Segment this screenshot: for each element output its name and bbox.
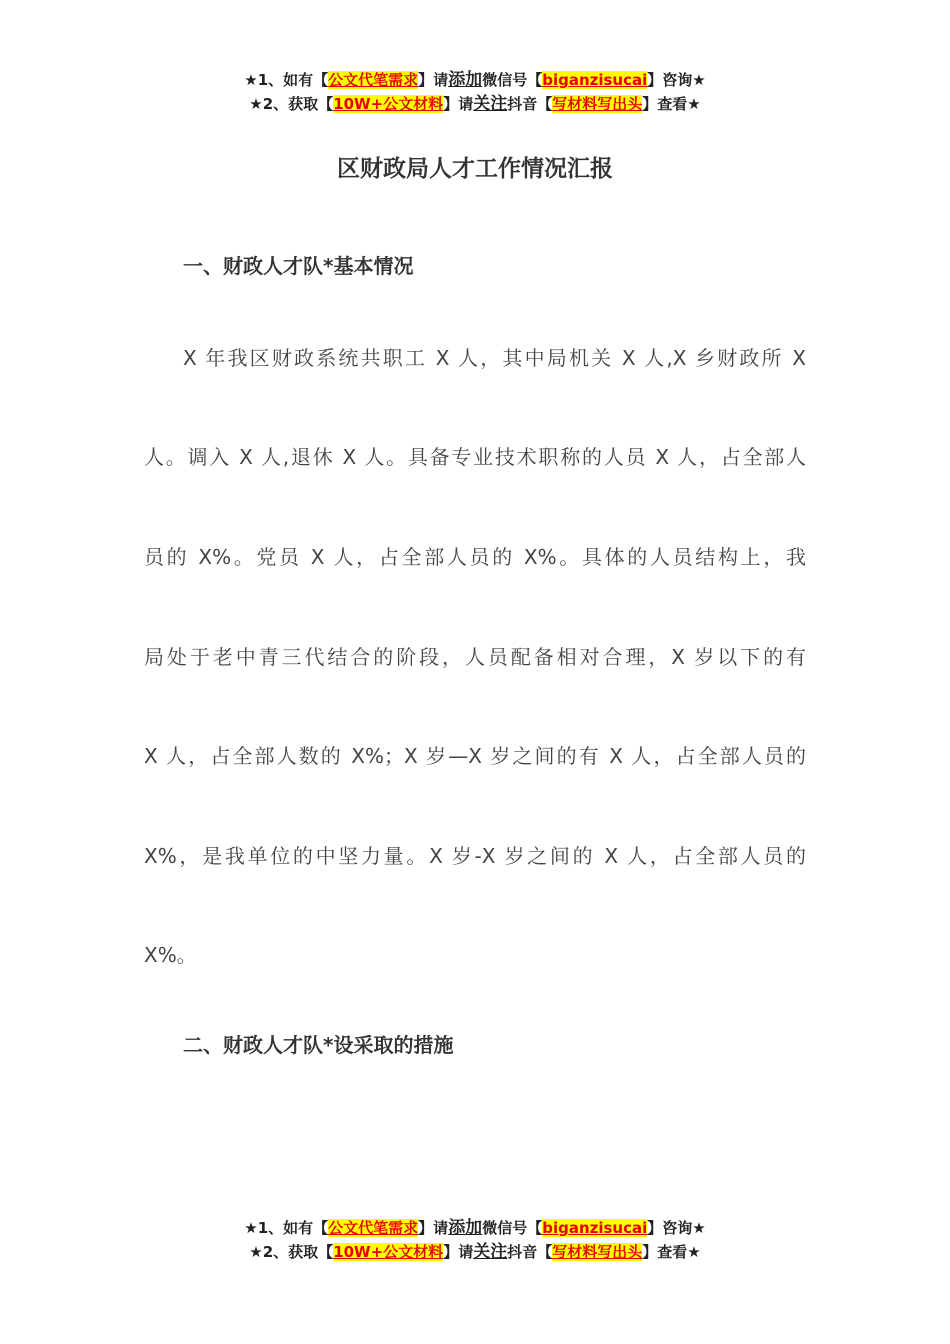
banner-emphasis: 关注 bbox=[473, 1242, 508, 1262]
banner-text: 抖音【 bbox=[507, 95, 553, 113]
banner-text: 微信号【 bbox=[482, 71, 543, 89]
banner-highlight: 10W+公文材料 bbox=[333, 1243, 444, 1261]
banner-text: 抖音【 bbox=[507, 1243, 553, 1261]
banner-text: ★1、如有【 bbox=[244, 1219, 329, 1237]
banner-text: ★1、如有【 bbox=[244, 71, 329, 89]
banner-text: 】请 bbox=[443, 95, 474, 113]
paragraph-line: X%，是我单位的中坚力量。X 岁-X 岁之间的 X 人，占全部人员的 bbox=[144, 844, 806, 868]
banner-emphasis: 添加 bbox=[448, 1218, 483, 1238]
section-heading-2: 二、财政人才队*设采取的措施 bbox=[183, 1033, 454, 1057]
banner-highlight: 公文代笔需求 bbox=[328, 1219, 419, 1237]
paragraph-line: 员的 X%。党员 X 人，占全部人员的 X%。具体的人员结构上，我 bbox=[144, 545, 806, 569]
banner-highlight: 写材料写出头 bbox=[552, 1243, 643, 1261]
banner-line-2 bbox=[0, 1240, 950, 1264]
banner-highlight: 公文代笔需求 bbox=[328, 71, 419, 89]
banner-text: 】请 bbox=[418, 71, 449, 89]
section-heading-1: 一、财政人才队*基本情况 bbox=[183, 254, 414, 278]
paragraph-line: 人。调入 X 人,退休 X 人。具备专业技术职称的人员 X 人，占全部人 bbox=[144, 445, 806, 469]
banner-highlight: biganzisucai bbox=[542, 1219, 648, 1237]
banner-text: 】咨询★ bbox=[647, 71, 706, 89]
banner-line-1 bbox=[0, 68, 950, 92]
paragraph-line: X 人，占全部人数的 X%；X 岁—X 岁之间的有 X 人，占全部人员的 bbox=[144, 744, 806, 768]
banner-line-1 bbox=[0, 1216, 950, 1240]
banner-highlight: biganzisucai bbox=[542, 71, 648, 89]
banner-text: 】咨询★ bbox=[647, 1219, 706, 1237]
banner-highlight: 写材料写出头 bbox=[552, 95, 643, 113]
paragraph-line: 局处于老中青三代结合的阶段，人员配备相对合理，X 岁以下的有 bbox=[144, 645, 806, 669]
paragraph-line: X 年我区财政系统共职工 X 人，其中局机关 X 人,X 乡财政所 X bbox=[183, 346, 806, 370]
header-banner bbox=[0, 68, 950, 116]
banner-text: 】查看★ bbox=[642, 1243, 701, 1261]
banner-line-2 bbox=[0, 92, 950, 116]
banner-emphasis: 添加 bbox=[448, 70, 483, 90]
footer-banner bbox=[0, 1216, 950, 1264]
document-title: 区财政局人才工作情况汇报 bbox=[337, 156, 613, 182]
banner-text: ★2、获取【 bbox=[249, 1243, 334, 1261]
banner-text: 】请 bbox=[443, 1243, 474, 1261]
paragraph-line: X%。 bbox=[144, 943, 197, 967]
banner-text: 微信号【 bbox=[482, 1219, 543, 1237]
banner-text: ★2、获取【 bbox=[249, 95, 334, 113]
banner-text: 】查看★ bbox=[642, 95, 701, 113]
banner-highlight: 10W+公文材料 bbox=[333, 95, 444, 113]
banner-text: 】请 bbox=[418, 1219, 449, 1237]
banner-emphasis: 关注 bbox=[473, 94, 508, 114]
